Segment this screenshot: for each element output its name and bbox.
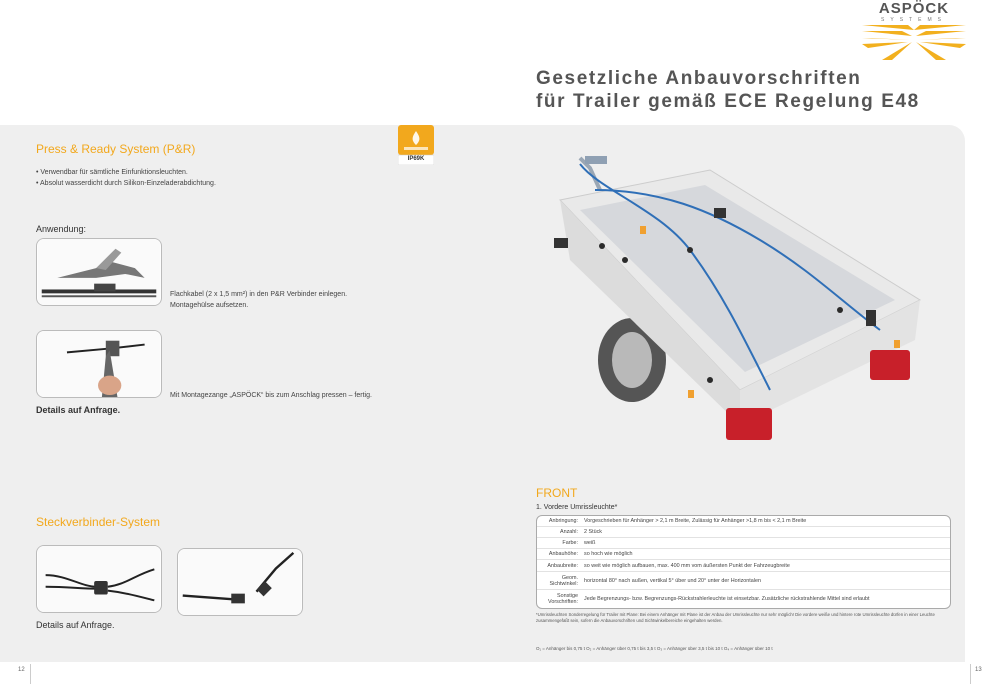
page-number-right: 13 [975, 667, 982, 673]
page-divider-left [30, 664, 31, 684]
table-row [537, 538, 950, 549]
spec-key: Sonstige Vorschriften: [548, 593, 578, 605]
spec-value: so hoch wie möglich [584, 551, 633, 557]
spec-value: 2 Stück [584, 529, 602, 535]
step-1-text [170, 289, 347, 311]
front-footnote: *Umrissleuchten Sonderregelung für Trailer mit Plane: Bei einem Anhänger mit Plane ist der Anbau der Umrissleuchte nur sehr möglich! Die vordere weiße und hintere rote Umrissleuchte dürfen in einer Leuchte zusammengefaßt sein, sofern die Anbauvorschriften und Sichtwinkelbereiche eingehalten werden. [536, 612, 935, 623]
logo-subline: SYSTEMS [881, 17, 947, 23]
trailer-illustration [540, 150, 930, 450]
front-spec-table [536, 515, 951, 609]
spec-value: so weit wie möglich aufbauen, max. 400 mm vom äußersten Punkt der Fahrzeugbreite [584, 562, 790, 569]
weight-class-legend: O₁ = Anhänger bis 0,75 t O₂ = Anhänger über 0,75 t bis 3,5 t O₃ = Anhänger über 3,5 t bis 10 t O₄ = Anhänger über 10 t [536, 646, 773, 651]
table-row [537, 516, 950, 527]
photo-pressing-hand [36, 330, 162, 398]
spec-key: Anzahl: [560, 529, 578, 535]
table-row [537, 572, 950, 590]
press-ready-title: Press & Ready System (P&R) [36, 142, 196, 156]
photo-connector-2 [177, 548, 303, 616]
bullet-1: • Verwendbar für sämtliche Einfunktionsleuchten. [36, 169, 188, 176]
press-ready-bullets [36, 167, 216, 189]
press-ready-details: Details auf Anfrage. [36, 405, 121, 415]
spec-key: Anbringung: [548, 518, 578, 524]
ip69k-badge [398, 125, 434, 165]
spec-value: horizontal 80° nach außen, vertikal 5° über und 20° unter der Horizontalen [584, 577, 761, 584]
step-2-text: Mit Montagezange „ASPÖCK“ bis zum Anschlag pressen – fertig. [170, 392, 372, 399]
spec-key: Anbauhöhe: [548, 551, 578, 557]
step-1-line-1: Flachkabel (2 x 1,5 mm²) in den P&R Verbinder einlegen. [170, 291, 348, 298]
front-subtitle: 1. Vordere Umrissleuchte* [536, 504, 618, 511]
spec-value: weiß [584, 540, 596, 546]
headline-line-1: Gesetzliche Anbauvorschriften [536, 68, 862, 89]
page-headline [536, 67, 976, 113]
table-row [537, 549, 950, 560]
front-title: FRONT [536, 486, 578, 500]
photo-crimp-tool [36, 238, 162, 306]
logo-sun-rays-icon [862, 0, 966, 62]
table-row [537, 527, 950, 538]
spec-key: Anbaubreite: [547, 562, 578, 569]
spec-value: Vorgeschrieben für Anhänger > 2,1 m Breite, Zulässig für Anhänger >1,8 m bis < 2,1 m Breite [584, 518, 807, 524]
logo-wordmark: ASPÖCK [878, 0, 950, 17]
spec-key: Farbe: [562, 540, 578, 546]
steckverbinder-title: Steckverbinder-System [36, 515, 161, 529]
anwendung-label: Anwendung: [36, 224, 87, 234]
step-1-line-2: Montagehülse aufsetzen. [170, 302, 249, 309]
page-divider-right [970, 664, 971, 684]
table-row [537, 590, 950, 608]
headline-line-2: für Trailer gemäß ECE Regelung E48 [536, 91, 920, 112]
table-row [537, 560, 950, 572]
page-number-left: 12 [18, 667, 25, 673]
photo-connector-1 [36, 545, 162, 613]
spec-value: Jede Begrenzungs- bzw. Begrenzungs-Rückstrahlerleuchte ist einsetzbar. Zusätzliche rückstrahlende Mittel sind erlaubt [584, 596, 870, 602]
spec-key: Geom. Sichtwinkel: [549, 574, 578, 587]
bullet-2: • Absolut wasserdicht durch Silikon-Einzeladerabdichtung. [36, 180, 216, 187]
badge-label: IP69K [407, 156, 425, 162]
aspoeck-logo [862, 0, 966, 62]
steckverbinder-details: Details auf Anfrage. [36, 620, 115, 630]
